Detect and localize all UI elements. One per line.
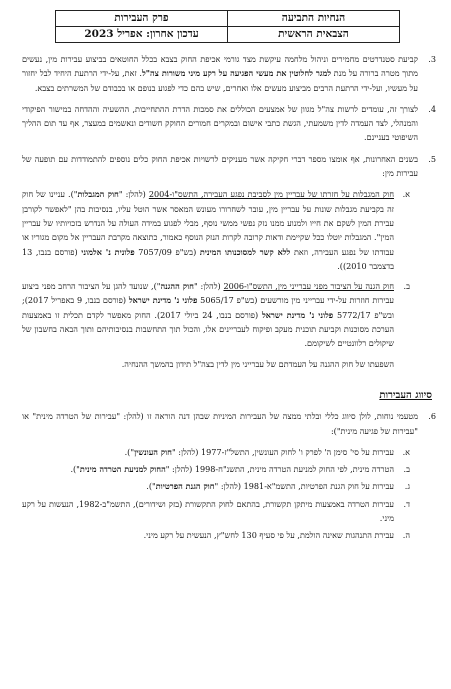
header-org-name: הנחיות התביעה <box>228 11 400 27</box>
document-body <box>22 52 436 546</box>
paragraph-5 <box>22 152 436 181</box>
header-chapter: פרק העבירות <box>56 11 228 27</box>
list-item-letter: ד. <box>403 498 410 509</box>
law-title: חוק הגנה על הציבור מפני עברייני מין, התשס"ו-2006 <box>223 281 394 292</box>
list-item <box>22 479 432 493</box>
paragraph-text: (להלן: " <box>118 189 149 200</box>
law-short-name: חוק המגבלות <box>77 189 119 200</box>
law-short-name: חוק הגנת הפרטיות <box>155 481 215 492</box>
paragraph-number: 3. <box>428 54 436 64</box>
list-item-text: עבירת התנהגות שאינה הולמת, על פי סעיף 130 לחש"ץ, הנעשית על רקע מיני. <box>143 530 394 541</box>
section-note: השפעתו של חוק ההגנה על העמדתם של עברייני מין לדין בצה"ל תידון בהמשך ההנחיה. <box>121 358 394 369</box>
header-last-updated: עדכון אחרון: אפריל 2023 <box>56 27 228 43</box>
list-item <box>22 497 432 526</box>
law-title: חוק המגבלות על חזרתו של עבריין מין לסביבת נפגע העבירה, התשס"ו-2004 <box>148 189 394 200</box>
list-item-text: "). <box>146 481 156 492</box>
paragraph-text: "). עניינו של חוק זה בקביעת מגבלות שונות על עבריין מין, עובר לשחרורו מעונש המאסר אשר הוטל עליו, בנסיבות בהן "לאפשר לקורבן עבירת המין לשקם את חייו ולמנוע ממנו נזק נפשי ממשי נוסף, מבלי לפגוע במידה העולה על הנדרש בזכויותיו של עבריין המין". המגבלות יוטלו ככל שקיימת ודאות קרובה לקרות הנזק הנוסף כאמור, כתוצאה מקרבת העבריין אל מקום מגוריו או עבודתו של נפגע העבירה, וזאת <box>22 189 395 257</box>
paragraph-text: בשנים האחרונות, אף אומצו מספר דברי חקיקה אשר מעניקים לרשויות אכיפת החוק כלים נוספים להתמודדות עם תופעה של עבירות מין: <box>22 153 418 179</box>
list-item-text: עבירות על חוק הגנת הפרטיות, התשמ"א-1981 (להלן: " <box>214 481 394 492</box>
list-item-text: עבירות הטרדה באמצעות מיתקן תקשורת, בהתאם לחוק התקשורת (בזק ושידורים), התשמ"ב-1982, הנעשות על רקע מיני. <box>22 498 394 524</box>
list-item-letter: ה. <box>402 530 410 541</box>
subparagraph-letter: א. <box>402 189 410 200</box>
case-name: פלונית נ' אלמוני <box>81 246 135 257</box>
paragraph-emphasis: למגר לחלוטין את מעשי הפגיעה על רקע מיני משורות צה"ל <box>141 68 332 79</box>
paragraph-text: . זאת, על-ידי הרתעת היחיד לבל יחזור על מעשיו, ועל-ידי הרתעת הרבים מביצוע מעשים אלו ואחרים, שיש בהם כדי לפגוע בנופם או בכבודם של המשרתים בצבא. <box>22 68 418 93</box>
paragraph-text: קביעת סטנדרטים מחמירים וניהול מלחמה עיקשת מצד גורמי אכיפת החוק בצבא בכלל החוטאים בביצוע עבירות מין, נעשים מתוך מטרה ברורה על מנת <box>22 54 418 79</box>
law-short-name: חוק העונשין <box>134 446 172 457</box>
paragraph-3 <box>22 52 436 95</box>
law-short-name: החוק למניעת הטרדה מינית <box>79 464 166 475</box>
paragraph-emphasis: ללא קשר למסוכנותו המינית <box>199 246 291 257</box>
paragraph-text: (פורסם בנבו, 13 בדצמבר 2010)). <box>22 246 394 271</box>
list-item-text: "). <box>124 446 135 457</box>
list-item-text: "). <box>70 464 80 475</box>
subparagraph-b <box>22 279 432 350</box>
law-short-name: חוק ההגנה <box>160 281 194 292</box>
list-item-text: הטרדה מינית, לפי החוק למניעת הטרדה מינית, התשנ"ח-1998 (להלן: " <box>165 464 394 475</box>
list-item-letter: א. <box>402 446 410 457</box>
list-item <box>22 445 432 459</box>
list-item <box>22 528 432 542</box>
paragraph-text: מטעמי נוחות, לולן סיווג כללי ובלתי ממצה של העבירות המיניות שבהן דנה הוראה זו (להלן: "עבירות של הטרדה מינית" או "עבירות של פגיעה מינית"): <box>22 411 418 436</box>
paragraph-text: (פורסם בנבו, 24 ביולי 2017). החוק מאפשר לקדם תכלית זו באמצעות הערכת מסוכנות וקביעת תוכנית מעקב ופיקוח לעבריינים אלו, והכול תוך התחשבות בנסיבותיהם ותוך הבאה בחשבון של שיקולים רלוונטיים לשיקומם. <box>22 309 394 349</box>
paragraph-text: (פורסם בנבו, 9 באפריל 2017); ובש"פ 5772/17 <box>22 295 394 320</box>
paragraph-6 <box>22 409 436 438</box>
case-name: פלוני נ' מדינת ישראל <box>261 309 334 320</box>
section-title: סיווג העבירות <box>379 389 432 401</box>
paragraph-text: לצורך זה, עומדים לרשות צה"ל מגוון של אמצעים הכוללים את סמכות הדרת ההתחייבות, ההשעיה וההדחה במישור הפיקודי והמנהלי, לצד העמדה לדין משמעתי, הגשת כתבי אישום ובמקרים חמורים החוקק חשודים ונאשמים במעצר, אף עד תום ההליך השיפוטי בעניינם. <box>22 103 418 143</box>
list-item <box>22 462 432 476</box>
list-item-text: עבירות על סי' סימן ה' לפרק ו' לחוק העונשין, התשל"ז-1977 (להלן: " <box>171 446 394 457</box>
header-org-subname: הצבאית הראשית <box>228 27 400 43</box>
paragraph-number: 6. <box>428 411 436 422</box>
paragraph-number: 5. <box>428 153 436 164</box>
subparagraph-letter: ב. <box>403 281 410 292</box>
paragraph-number: 4. <box>428 103 436 114</box>
document-header <box>55 10 400 43</box>
paragraph-text: "), שנועד להגן על הציבור הרחב מפני ביצוע עבירות חוזרות על-ידי עברייני מין מורשעים (בש"פ 5065/17 <box>22 281 394 306</box>
paragraph-text: (בש"פ 7057/09 <box>134 246 200 257</box>
paragraph-4 <box>22 102 436 145</box>
paragraph-text: (להלן: " <box>193 281 224 292</box>
list-item-letter: ב. <box>403 464 410 475</box>
list-item-letter: ג. <box>404 481 410 492</box>
case-name: פלוני נ' מדינת ישראל <box>128 295 198 306</box>
subparagraph-a <box>22 187 432 273</box>
